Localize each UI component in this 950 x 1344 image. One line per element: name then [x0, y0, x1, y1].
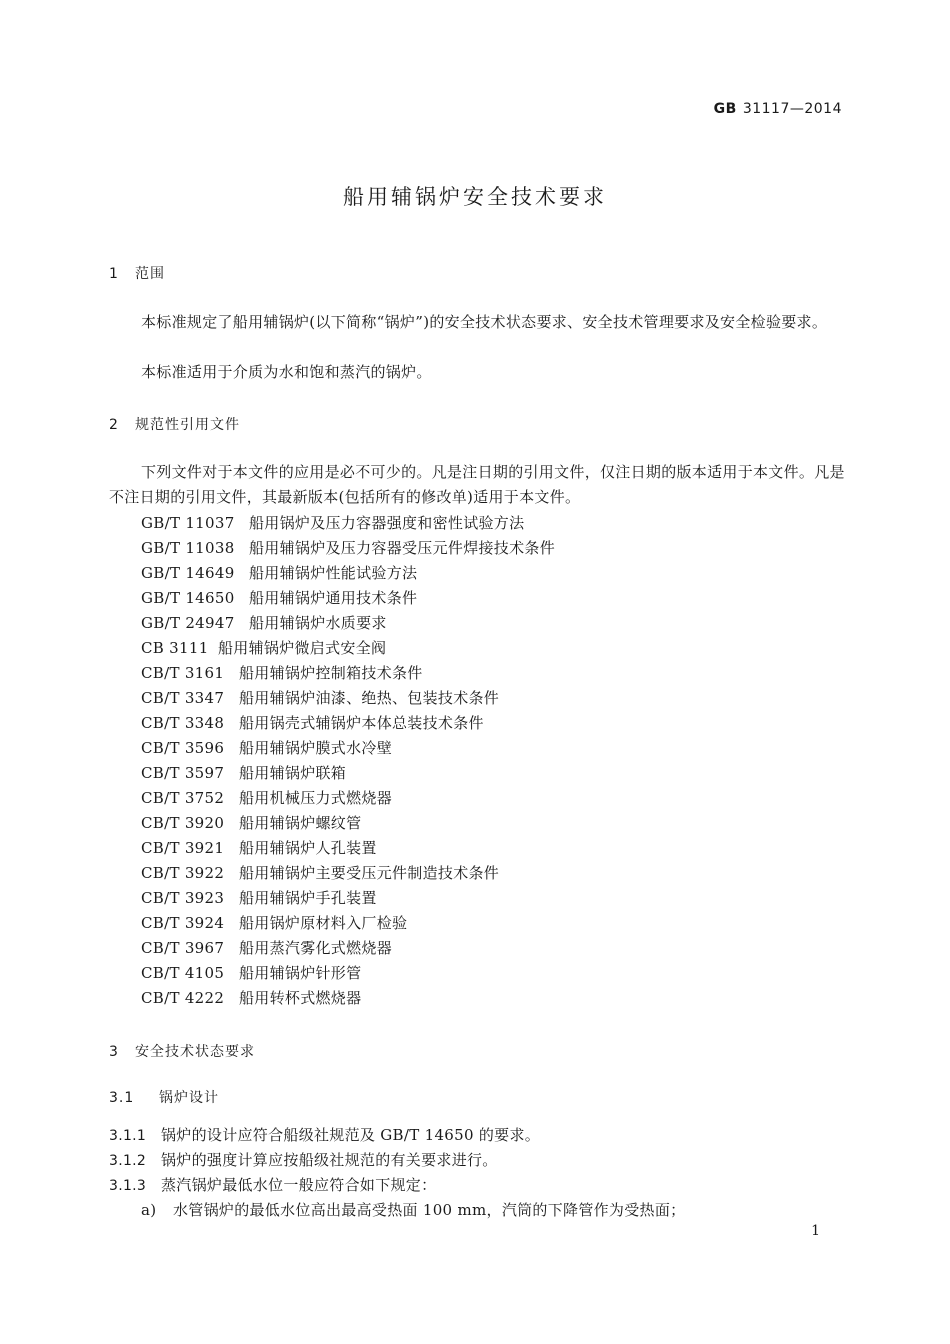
section-1-paragraph-1: 本标准规定了船用辅锅炉(以下简称“锅炉”)的安全技术状态要求、安全技术管理要求及安全检验要求。: [141, 313, 828, 331]
reference-item: [141, 937, 392, 958]
reference-item: [141, 612, 387, 633]
reference-title: 船用辅锅炉联箱: [239, 764, 347, 782]
reference-code: CB/T 3752: [141, 789, 225, 807]
reference-code: GB/T 11037: [141, 514, 235, 532]
reference-title: 船用锅炉原材料入厂检验: [239, 914, 408, 932]
list-item-label: a): [141, 1201, 157, 1219]
clause-text: 蒸汽锅炉最低水位一般应符合如下规定：: [161, 1176, 437, 1194]
reference-title: 船用蒸汽雾化式燃烧器: [239, 939, 393, 957]
clause-text: 锅炉的设计应符合船级社规范及 GB/T 14650 的要求。: [161, 1126, 541, 1144]
reference-title: 船用辅锅炉膜式水冷壁: [239, 739, 393, 757]
reference-title: 船用辅锅炉螺纹管: [239, 814, 362, 832]
section-3-heading: [109, 1041, 255, 1061]
reference-code: GB/T 14649: [141, 564, 235, 582]
standard-code: [714, 101, 842, 117]
reference-item: [141, 887, 377, 908]
reference-title: 船用锅炉及压力容器强度和密性试验方法: [249, 514, 525, 532]
document-title: 船用辅锅炉安全技术要求: [343, 185, 607, 209]
section-2-heading: [109, 414, 240, 434]
reference-title: 船用辅锅炉水质要求: [249, 614, 387, 632]
reference-code: CB/T 3347: [141, 689, 225, 707]
section-1-heading: [109, 263, 165, 283]
reference-item: [141, 862, 499, 883]
list-item-text: 水管锅炉的最低水位高出最高受热面 100 mm，汽筒的下降管作为受热面；: [173, 1201, 686, 1219]
reference-item: [141, 587, 417, 608]
reference-title: 船用辅锅炉主要受压元件制造技术条件: [239, 864, 500, 882]
reference-item: [141, 712, 484, 733]
section-1-paragraph-2: 本标准适用于介质为水和饱和蒸汽的锅炉。: [141, 363, 432, 381]
clause: [109, 1174, 436, 1195]
reference-item: [141, 912, 407, 933]
reference-title: 船用转杯式燃烧器: [239, 989, 362, 1007]
reference-item: [141, 662, 423, 683]
reference-item: [141, 787, 392, 808]
list-item-a: [141, 1199, 685, 1220]
reference-item: [141, 737, 392, 758]
reference-code: CB/T 3922: [141, 864, 225, 882]
section-number: 1: [109, 266, 119, 282]
reference-item: [141, 962, 361, 983]
section-title: 规范性引用文件: [135, 417, 240, 433]
reference-item: [141, 562, 417, 583]
subsection-title: 锅炉设计: [159, 1090, 219, 1106]
reference-item: [141, 537, 555, 558]
reference-code: GB/T 11038: [141, 539, 235, 557]
reference-title: 船用辅锅炉及压力容器受压元件焊接技术条件: [249, 539, 556, 557]
reference-item: [141, 512, 524, 533]
reference-item: [141, 687, 499, 708]
reference-code: CB/T 3348: [141, 714, 225, 732]
reference-title: 船用机械压力式燃烧器: [239, 789, 393, 807]
standard-number: 31117—2014: [742, 101, 842, 117]
section-title: 范围: [135, 266, 165, 282]
reference-code: CB/T 3920: [141, 814, 225, 832]
reference-code: CB/T 3924: [141, 914, 225, 932]
reference-code: CB/T 3597: [141, 764, 225, 782]
reference-title: 船用锅壳式辅锅炉本体总装技术条件: [239, 714, 484, 732]
section-number: 3: [109, 1044, 119, 1060]
clause: [109, 1149, 498, 1170]
standard-prefix: GB: [713, 101, 737, 117]
clause-number: 3.1.1: [109, 1128, 147, 1144]
page-number: 1: [811, 1223, 820, 1239]
reference-code: CB 3111: [141, 639, 209, 657]
reference-code: CB/T 4105: [141, 964, 225, 982]
section-2-intro: 下列文件对于本文件的应用是必不可少的。凡是注日期的引用文件，仅注日期的版本适用于本文件。凡是不注日期的引用文件，其最新版本(包括所有的修改单)适用于本文件。: [109, 463, 845, 506]
reference-title: 船用辅锅炉针形管: [239, 964, 362, 982]
reference-code: CB/T 3596: [141, 739, 225, 757]
reference-code: CB/T 3161: [141, 664, 225, 682]
reference-title: 船用辅锅炉人孔装置: [239, 839, 377, 857]
reference-code: CB/T 3923: [141, 889, 225, 907]
clause: [109, 1124, 540, 1145]
reference-title: 船用辅锅炉控制箱技术条件: [239, 664, 423, 682]
reference-title: 船用辅锅炉油漆、绝热、包装技术条件: [239, 689, 500, 707]
reference-title: 船用辅锅炉微启式安全阀: [218, 639, 387, 657]
reference-code: GB/T 24947: [141, 614, 235, 632]
clause-text: 锅炉的强度计算应按船级社规范的有关要求进行。: [161, 1151, 498, 1169]
reference-code: CB/T 4222: [141, 989, 225, 1007]
reference-code: CB/T 3967: [141, 939, 225, 957]
reference-item: [141, 812, 361, 833]
reference-item: [141, 987, 361, 1008]
reference-item: [141, 762, 346, 783]
reference-code: CB/T 3921: [141, 839, 225, 857]
subsection-3-1-heading: [109, 1087, 219, 1107]
section-title: 安全技术状态要求: [135, 1044, 255, 1060]
reference-title: 船用辅锅炉通用技术条件: [249, 589, 418, 607]
clause-number: 3.1.2: [109, 1153, 147, 1169]
section-number: 2: [109, 417, 119, 433]
clause-number: 3.1.3: [109, 1178, 147, 1194]
subsection-number: 3.1: [109, 1090, 135, 1106]
reference-item: [141, 637, 386, 658]
reference-code: GB/T 14650: [141, 589, 235, 607]
reference-title: 船用辅锅炉性能试验方法: [249, 564, 418, 582]
reference-item: [141, 837, 377, 858]
reference-title: 船用辅锅炉手孔装置: [239, 889, 377, 907]
